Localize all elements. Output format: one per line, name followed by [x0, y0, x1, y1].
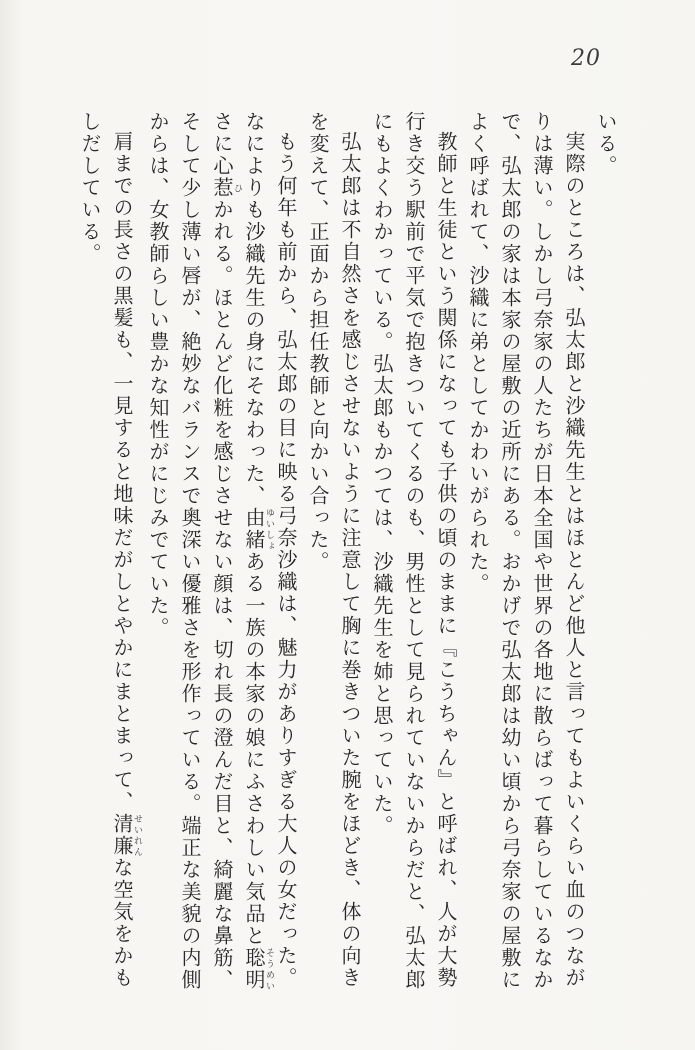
ruby-reading: せいれん	[132, 813, 142, 857]
paragraph	[302, 111, 366, 999]
text-run: 教師と生徒という関係になっても子供の頃のままに『こうちゃん』と呼ばれ、人が大勢行き交う駅前で平気で抱きついてくるのも、男性として見られていないからだと、弘太郎にもよくわかっている。弘太郎もかつては、沙織先生を姉と思っていた。	[370, 111, 458, 991]
ruby-base: 惹	[210, 177, 234, 199]
text-run: さに心	[210, 111, 234, 177]
text-run: もう何年も前から、弘太郎の目に映る弓奈沙織は、魅力がありすぎる大人の女だった。なによりも沙織先生の身にそなわった、	[242, 111, 298, 989]
paragraph	[366, 111, 462, 999]
text-run: いる。	[594, 111, 618, 177]
text-run: 肩までの長さの黒髪も、一見すると地味だがしとやかにまとまって、	[110, 131, 134, 813]
ruby-term	[242, 947, 274, 991]
ruby-reading: ひ	[232, 177, 242, 199]
text-run: 弘太郎は不自然さを感じさせないように注意して胸に巻きついた腕をほどき、体の向きを変えて、正面から担任教師と向かい合った。	[306, 111, 362, 989]
page-number: 20	[571, 46, 601, 71]
ruby-base: 由緒	[242, 507, 266, 551]
paragraph	[142, 111, 302, 999]
ruby-term	[110, 813, 142, 857]
text-run: かれる。ほとんど化粧を感じさせない顔は、切れ長の澄んだ目と、綺麗な鼻筋、そして少し薄い唇が、絶妙なバランスで奥深い優雅さを形作っている。端正な美貌の内側からは、女教師らしい豊かな知性がにじみでていた。	[146, 111, 234, 991]
text-run: な空気をかもしだしている。	[78, 111, 134, 989]
body-text	[74, 111, 622, 999]
ruby-base: 清廉	[110, 813, 134, 857]
paragraph-continuation	[590, 111, 622, 999]
paragraph	[74, 111, 142, 999]
ruby-base: 聡明	[242, 947, 266, 991]
ruby-term	[242, 507, 274, 551]
text-run: ある一族の本家の娘にふさわしい気品と	[242, 551, 266, 947]
ruby-reading: そうめい	[264, 947, 274, 991]
ruby-term	[210, 177, 242, 199]
text-run: 実際のところは、弘太郎と沙織先生とはほとんど他人と言ってもよいくらい血のつながりは薄い。しかし弓奈家の人たちが日本全国や世界の各地に散らばって暮らしているなかで、弘太郎の家は本家の屋敷の近所にある。おかげで弘太郎は幼い頃から弓奈家の屋敷によく呼ばれて、沙織に弟としてかわいがられた。	[466, 111, 586, 991]
ruby-reading: ゆいしょ	[264, 507, 274, 551]
paragraph	[462, 111, 590, 999]
